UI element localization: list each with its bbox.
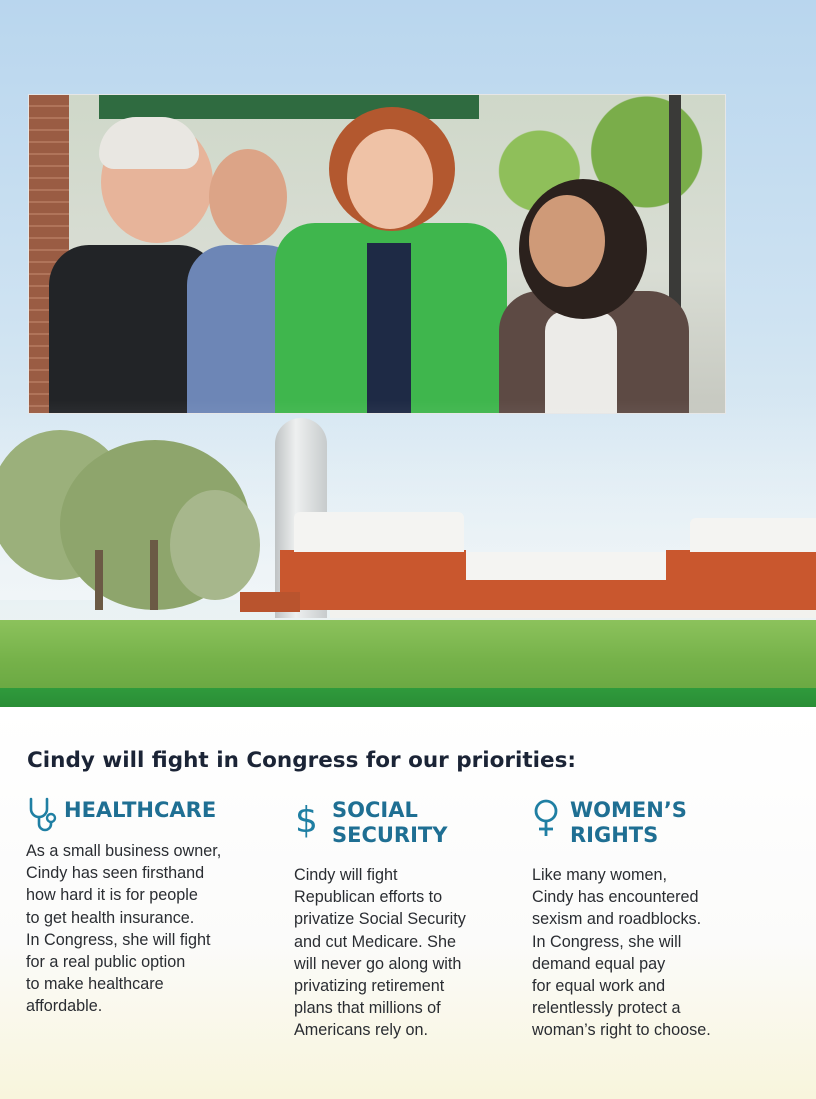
healthcare-title: HEALTHCARE: [64, 798, 217, 822]
social-security-title: SOCIAL SECURITY: [332, 798, 448, 847]
white-fence: [330, 610, 816, 618]
barn-long: [466, 578, 696, 610]
barn-right: [666, 550, 816, 610]
svg-text:$: $: [295, 800, 318, 838]
shed-small: [240, 592, 300, 612]
female-symbol-icon: [532, 798, 564, 838]
priorities-headline: Cindy will fight in Congress for our priorities:: [27, 748, 576, 773]
stethoscope-icon: [26, 796, 58, 836]
candidate-group-photo: [28, 94, 726, 414]
womens-rights-description: Like many women, Cindy has encountered sexism and roadblocks. In Congress, she will demand equal pay for equal work and relentlessly protect a woman’s right to choose.: [532, 866, 711, 1040]
healthcare-description: As a small business owner, Cindy has seen firsthand how hard it is for people to get health insurance. In Congress, she will fight for a real public option to make healthcare affordable.: [26, 842, 222, 1016]
womens-rights-title: WOMEN’S RIGHTS: [570, 798, 687, 847]
dollar-sign-icon: [294, 798, 326, 838]
green-field: [0, 620, 816, 692]
barn-main: [280, 550, 466, 610]
barn-main-roof: [294, 512, 464, 552]
farm-landscape-photo: [0, 400, 816, 710]
green-divider-band: [0, 688, 816, 707]
tree-center: [170, 490, 260, 600]
social-security-description: Cindy will fight Republican efforts to privatize Social Security and cut Medicare. She will never go along with privatizing retirement plans that millions of Americans rely on.: [294, 866, 466, 1040]
